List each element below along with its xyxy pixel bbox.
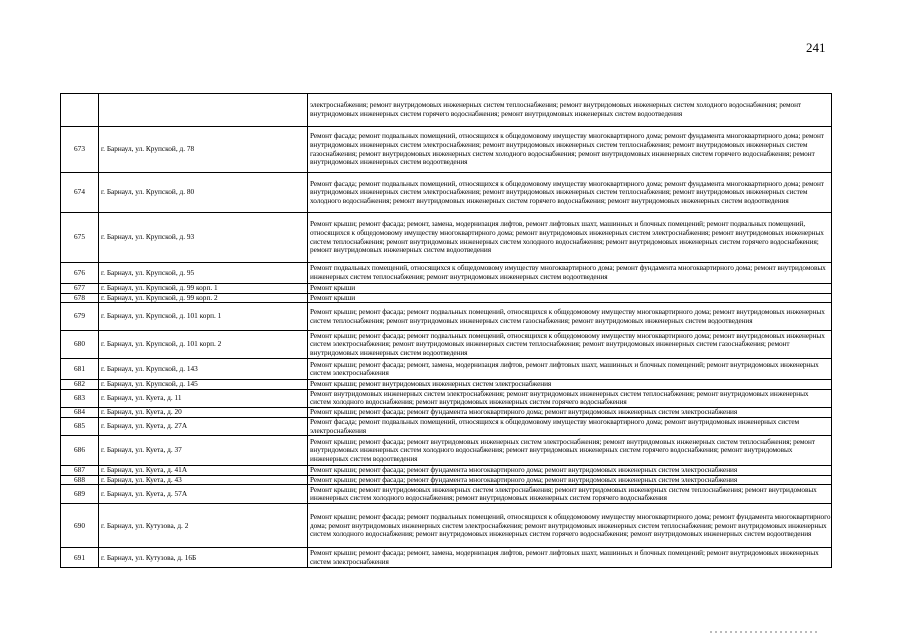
- works-cell: Ремонт крыши; ремонт фасада; ремонт, замена, модернизация лифтов, ремонт лифтовых шахт, машинных и блочных помещений; ремонт внутридомовых инженерных систем электроснабжения: [308, 359, 832, 380]
- row-number-cell: 674: [61, 173, 99, 213]
- works-cell: Ремонт фасада; ремонт подвальных помещений, относящихся к общедомовому имуществу многоквартирного дома; ремонт внутридомовых инженерных систем электроснабжения: [308, 417, 832, 435]
- address-cell: г. Барнаул, ул. Кутузова, д. 16Б: [99, 548, 308, 568]
- address-cell: г. Барнаул, ул. Куета, д. 41А: [99, 466, 308, 476]
- row-number-cell: 684: [61, 407, 99, 417]
- row-number-cell: 690: [61, 504, 99, 548]
- address-cell: [99, 94, 308, 127]
- address-cell: г. Барнаул, ул. Крупской, д. 99 корп. 2: [99, 293, 308, 303]
- row-number-cell: 683: [61, 389, 99, 407]
- row-number-cell: 676: [61, 263, 99, 284]
- table-row: [61, 436, 832, 466]
- row-number-cell: 680: [61, 331, 99, 359]
- address-cell: г. Барнаул, ул. Крупской, д. 93: [99, 213, 308, 263]
- address-cell: г. Барнаул, ул. Куета, д. 20: [99, 407, 308, 417]
- table-row: [61, 407, 832, 417]
- row-number-cell: 685: [61, 417, 99, 435]
- table-body: [61, 94, 832, 568]
- address-cell: г. Барнаул, ул. Крупской, д. 143: [99, 359, 308, 380]
- table-row: [61, 303, 832, 331]
- works-cell: Ремонт крыши; ремонт фасада; ремонт фундамента многоквартирного дома; ремонт внутридомовых инженерных систем электроснабжения: [308, 475, 832, 485]
- address-cell: г. Барнаул, ул. Куета, д. 11: [99, 389, 308, 407]
- works-cell: Ремонт крыши; ремонт фасада; ремонт фундамента многоквартирного дома; ремонт внутридомовых инженерных систем электроснабжения: [308, 466, 832, 476]
- table-row: [61, 504, 832, 548]
- row-number-cell: 687: [61, 466, 99, 476]
- table-row: [61, 293, 832, 303]
- works-cell: Ремонт крыши; ремонт фасада; ремонт внутридомовых инженерных систем электроснабжения; ремонт внутридомовых инженерных систем теплоснабжения; ремонт внутридомовых инженерных систем холодного водоснабжения; ремонт внутридомовых инженерных систем горячего водоснабжения; ремонт внутридомовых инженерных систем водоотведения: [308, 436, 832, 466]
- works-cell: электроснабжения; ремонт внутридомовых инженерных систем теплоснабжения; ремонт внутридомовых инженерных систем холодного водоснабжения; ремонт внутридомовых инженерных систем горячего водоснабжения; ремонт внутридомовых инженерных систем водоотведения: [308, 94, 832, 127]
- row-number-cell: 688: [61, 475, 99, 485]
- address-cell: г. Барнаул, ул. Куета, д. 43: [99, 475, 308, 485]
- table-row: [61, 263, 832, 284]
- table-row: [61, 213, 832, 263]
- address-cell: г. Барнаул, ул. Крупской, д. 78: [99, 127, 308, 173]
- row-number-cell: 675: [61, 213, 99, 263]
- address-cell: г. Барнаул, ул. Куета, д. 37: [99, 436, 308, 466]
- row-number-cell: 677: [61, 284, 99, 294]
- page-number: 241: [806, 40, 826, 55]
- works-cell: Ремонт фасада; ремонт подвальных помещений, относящихся к общедомовому имуществу многоквартирного дома; ремонт фундамента многоквартирного дома; ремонт внутридомовых инженерных систем электроснабжения; ремонт внутридомовых инженерных систем теплоснабжения; ремонт внутридомовых инженерных систем газоснабжения; ремонт внутридомовых инженерных систем холодного водоснабжения; ремонт внутридомовых инженерных систем горячего водоснабжения; ремонт внутридомовых инженерных систем водоотведения: [308, 127, 832, 173]
- address-cell: г. Барнаул, ул. Крупской, д. 101 корп. 2: [99, 331, 308, 359]
- table-row: [61, 389, 832, 407]
- table-row: [61, 380, 832, 390]
- works-cell: Ремонт крыши; ремонт фасада; ремонт подвальных помещений, относящихся к общедомовому имуществу многоквартирного дома; ремонт фундамента многоквартирного дома; ремонт внутридомовых инженерных систем электроснабжения; ремонт внутридомовых инженерных систем теплоснабжения; ремонт внутридомовых инженерных систем холодного водоснабжения; ремонт внутридомовых инженерных систем горячего водоснабжения; ремонт внутридомовых инженерных систем водоотведения: [308, 504, 832, 548]
- address-cell: г. Барнаул, ул. Крупской, д. 101 корп. 1: [99, 303, 308, 331]
- address-cell: г. Барнаул, ул. Крупской, д. 99 корп. 1: [99, 284, 308, 294]
- works-cell: Ремонт крыши; ремонт фасада; ремонт подвальных помещений, относящихся к общедомовому имуществу многоквартирного дома; ремонт внутридомовых инженерных систем теплоснабжения; ремонт внутридомовых инженерных систем газоснабжения; ремонт внутридомовых инженерных систем водоотведения: [308, 303, 832, 331]
- table-row: [61, 359, 832, 380]
- table-row: [61, 485, 832, 504]
- table-row: [61, 331, 832, 359]
- table-row: [61, 417, 832, 435]
- repair-register-table: [60, 93, 832, 568]
- table-row: [61, 173, 832, 213]
- row-number-cell: 682: [61, 380, 99, 390]
- address-cell: г. Барнаул, ул. Куета, д. 27А: [99, 417, 308, 435]
- address-cell: г. Барнаул, ул. Крупской, д. 80: [99, 173, 308, 213]
- works-cell: Ремонт крыши; ремонт фасада; ремонт, замена, модернизация лифтов, ремонт лифтовых шахт, машинных и блочных помещений; ремонт подвальных помещений, относящихся к общедомовому имуществу многоквартирного дома; ремонт внутридомовых инженерных систем электроснабжения; ремонт внутридомовых инженерных систем теплоснабжения; ремонт внутридомовых инженерных систем холодного водоснабжения; ремонт внутридомовых инженерных систем горячего водоснабжения; ремонт внутридомовых инженерных систем водоотведения: [308, 213, 832, 263]
- address-cell: г. Барнаул, ул. Крупской, д. 145: [99, 380, 308, 390]
- address-cell: г. Барнаул, ул. Куета, д. 57А: [99, 485, 308, 504]
- table-row: [61, 466, 832, 476]
- works-cell: Ремонт крыши; ремонт фасада; ремонт подвальных помещений, относящихся к общедомовому имуществу многоквартирного дома; ремонт внутридомовых инженерных систем электроснабжения; ремонт внутридомовых инженерных систем теплоснабжения; ремонт внутридомовых инженерных систем газоснабжения; ремонт внутридомовых инженерных систем водоотведения: [308, 331, 832, 359]
- row-number-cell: 679: [61, 303, 99, 331]
- works-cell: Ремонт крыши: [308, 284, 832, 294]
- works-cell: Ремонт подвальных помещений, относящихся к общедомовому имуществу многоквартирного дома; ремонт фундамента многоквартирного дома; ремонт внутридомовых инженерных систем теплоснабжения; ремонт внутридомовых инженерных систем водоотведения: [308, 263, 832, 284]
- row-number-cell: 686: [61, 436, 99, 466]
- row-number-cell: 681: [61, 359, 99, 380]
- row-number-cell: 673: [61, 127, 99, 173]
- table-row: [61, 94, 832, 127]
- table-row: [61, 475, 832, 485]
- works-cell: Ремонт крыши; ремонт фасада; ремонт, замена, модернизация лифтов, ремонт лифтовых шахт, машинных и блочных помещений; ремонт внутридомовых инженерных систем электроснабжения: [308, 548, 832, 568]
- table-row: [61, 127, 832, 173]
- row-number-cell: 678: [61, 293, 99, 303]
- works-cell: Ремонт внутридомовых инженерных систем электроснабжения; ремонт внутридомовых инженерных систем теплоснабжения; ремонт внутридомовых инженерных систем холодного водоснабжения; ремонт внутридомовых инженерных систем горячего водоснабжения: [308, 389, 832, 407]
- works-cell: Ремонт крыши; ремонт внутридомовых инженерных систем электроснабжения: [308, 380, 832, 390]
- address-cell: г. Барнаул, ул. Кутузова, д. 2: [99, 504, 308, 548]
- works-cell: Ремонт крыши; ремонт фасада; ремонт фундамента многоквартирного дома; ремонт внутридомовых инженерных систем электроснабжения: [308, 407, 832, 417]
- works-cell: Ремонт фасада; ремонт подвальных помещений, относящихся к общедомовому имуществу многоквартирного дома; ремонт фундамента многоквартирного дома; ремонт внутридомовых инженерных систем электроснабжения; ремонт внутридомовых инженерных систем теплоснабжения; ремонт внутридомовых инженерных систем холодного водоснабжения; ремонт внутридомовых инженерных систем горячего водоснабжения; ремонт внутридомовых инженерных систем водоотведения: [308, 173, 832, 213]
- row-number-cell: 689: [61, 485, 99, 504]
- scan-artifact: [710, 631, 820, 633]
- row-number-cell: 691: [61, 548, 99, 568]
- address-cell: г. Барнаул, ул. Крупской, д. 95: [99, 263, 308, 284]
- works-cell: Ремонт крыши; ремонт внутридомовых инженерных систем электроснабжения; ремонт внутридомовых инженерных систем теплоснабжения; ремонт внутридомовых инженерных систем холодного водоснабжения; ремонт внутридомовых инженерных систем горячего водоснабжения: [308, 485, 832, 504]
- table-row: [61, 548, 832, 568]
- works-cell: Ремонт крыши: [308, 293, 832, 303]
- table-row: [61, 284, 832, 294]
- row-number-cell: [61, 94, 99, 127]
